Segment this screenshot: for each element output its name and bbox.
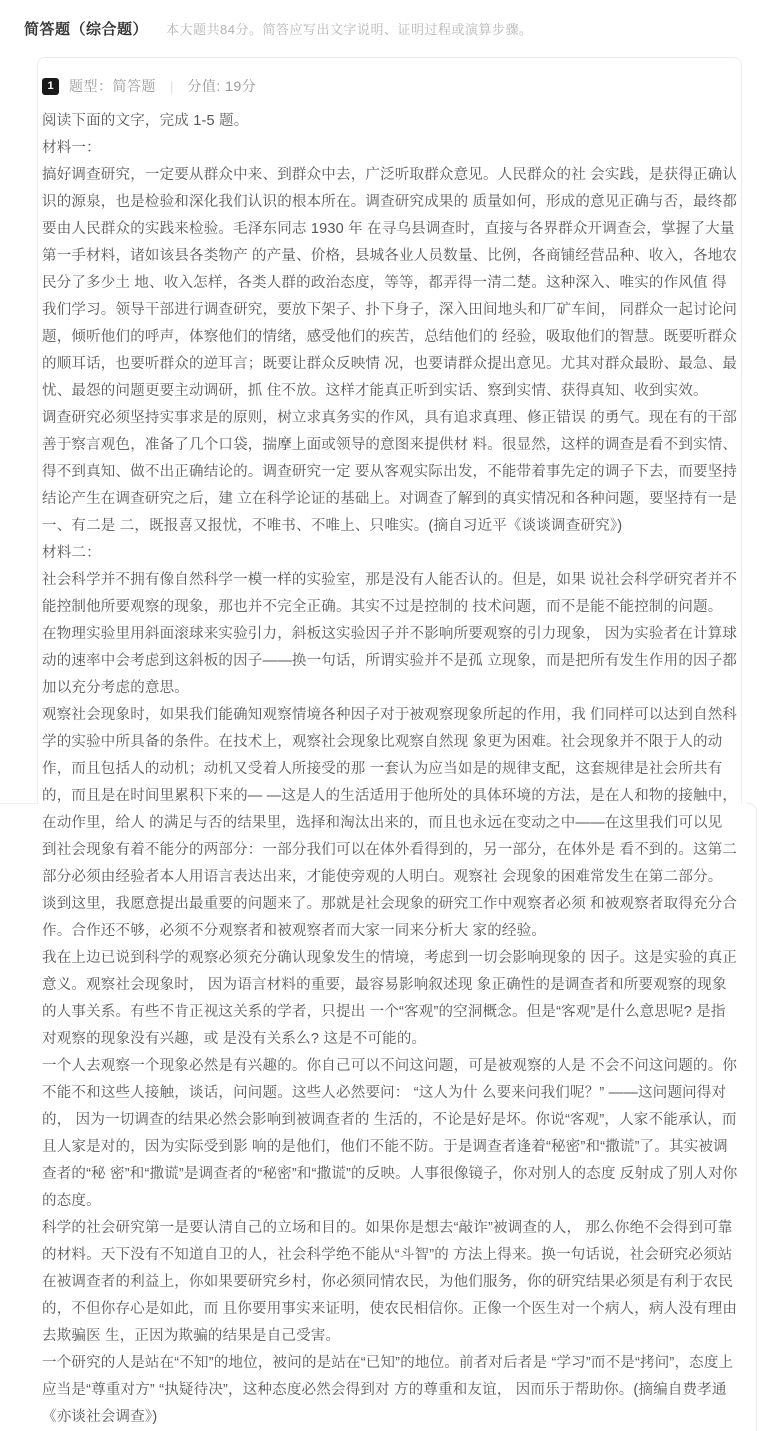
passage-paragraph: 社会科学并不拥有像自然科学一模一样的实验室，那是没有人能否认的。但是，如果 说社会科学研究者并不能控制他所要观察的现象，那也并不完全正确。其实不过是控制的 技术问题，而不是能不能控制的问题。 xyxy=(42,572,738,615)
card-stitch-line xyxy=(0,803,38,804)
passage-paragraph: 观察社会现象时，如果我们能确知观察情境各种因子对于被观察现象所起的作用，我 们同样可以达到自然科学的实验中所具备的条件。在技术上，观察社会现象比观察自然现 象更为困难。社会现象并不限于人的动作，而且包括人的动机；动机又受着人所接受的那 一套认为应当如是的规律支配，这套规律是社会所共有的，而且是在时间里累积下来的— —这是人的生活适用于他所处的具体环境的方法，是在人和物的接触中，在动作里，给人 的满足与否的结果里，选择和淘汰出来的，而且也永远在变动之中——在这里我们可以见 到社会现象有着不能分的两部分：一部分我们可以在体外看得到的，另一部分，在体外是 看不到的。这第二部分必须由经验者本人用语言表达出来，才能使旁观的人明白。观察社 会现象的困难常发生在第二部分。 xyxy=(42,707,738,885)
passage-paragraph: 材料二： xyxy=(42,545,101,561)
passage-paragraph: 一个研究的人是站在“不知”的地位，被问的是站在“已知”的地位。前者对后者是 “学习”而不是“拷问”，态度上应当是“尊重对方” “执疑待决”，这种态度必然会得到对 方的尊重和友谊， 因而乐于帮助你。(摘编自费孝通《亦谈社会调查》) xyxy=(42,1355,734,1425)
passage-paragraph: 在物理实验里用斜面滚球来实验引力，斜板这实验因子并不影响所要观察的引力现象， 因为实验者在计算球动的速率中会考虑到这斜板的因子——换一句话，所谓实验并不是孤 立现象，而是把所有发生作用的因子都加以充分考虑的意思。 xyxy=(42,626,738,696)
meta-divider: | xyxy=(170,78,174,94)
question-body xyxy=(42,108,739,1431)
question-number-badge: 1 xyxy=(42,78,59,95)
passage-paragraphs xyxy=(42,135,739,1431)
question-meta-row xyxy=(42,77,256,95)
section-header xyxy=(24,18,532,39)
passage-paragraph: 调查研究必须坚持实事求是的原则，树立求真务实的作风，具有追求真理、修正错误 的勇气。现在有的干部善于察言观色，准备了几个口袋，揣摩上面或领导的意图来提供材 料。很显然，这样的调查是看不到实情、得不到真知、做不出正确结论的。调查研究一定 要从客观实际出发，不能带着事先定的调子下去，而要坚持结论产生在调查研究之后，建 立在科学论证的基础上。对调查了解到的真实情况和各种问题，要坚持有一是一、有二是 二，既报喜又报忧，不唯书、不唯上、只唯实。(摘自习近平《谈谈调查研究》) xyxy=(42,410,738,534)
question-type-label: 题型：简答题 xyxy=(69,78,156,94)
section-title: 简答题（综合题） xyxy=(24,21,149,38)
passage-paragraph: 一个人去观察一个现象必然是有兴趣的。你自己可以不问这问题，可是被观察的人是 不会不问这问题的。你不能不和这些人接触，谈话，问问题。这些人必然要问： “这人为什 么要来问我们呢？” ——这问题问得对的， 因为一切调查的结果必然会影响到被调查者的 生活的，不论是好是坏。你说“客观”，人家不能承认，而且人家是对的，因为实际受到影 响的是他们，他们不能不防。于是调查者逢着“秘密”和“撒谎”了。其实被调查者的“秘 密”和“撒谎”是调查者的“秘密”和“撒谎”的反映。人事很像镜子，你对别人的态度 反射成了别人对你的态度。 xyxy=(42,1058,738,1209)
passage-paragraph: 材料一： xyxy=(42,140,101,156)
question-score-label: 分值: 19分 xyxy=(187,78,257,94)
passage-paragraph: 科学的社会研究第一是要认清自己的立场和目的。如果你是想去“敲诈”被调查的人， 那么你绝不会得到可靠的材料。天下没有不知道自卫的人，社会科学绝不能从“斗智”的 方法上得来。换一句话说，社会研究必须站在被调查者的利益上，你如果要研究乡村，你必须同情农民，为他们服务，你的研究结果必须是有利于农民的，不但你存心是如此，而 且你要用事实来证明，使农民相信你。正像一个医生对一个病人，病人没有理由去欺骗医 生，正因为欺骗的结果是自己受害。 xyxy=(42,1220,738,1344)
question-intro: 阅读下面的文字，完成 1-5 题。 xyxy=(42,113,249,129)
section-score-note: 本大题共84分。简答应写出文字说明、证明过程或演算步骤。 xyxy=(166,22,533,37)
passage-paragraph: 搞好调查研究，一定要从群众中来、到群众中去，广泛听取群众意见。人民群众的社 会实践，是获得正确认识的源泉，也是检验和深化我们认识的根本所在。调查研究成果的 质量如何，形成的意见正确与否，最终都要由人民群众的实践来检验。毛泽东同志 1930 年 在寻乌县调查时，直接与各界群众开调查会，掌握了大量第一手材料，诸如该县各类物产 的产量、价格，县城各业人员数量、比例，各商铺经营品种、收入，各地农民分了多少土 地、收入怎样，各类人群的政治态度，等等，都弄得一清二楚。这种深入、唯实的作风值 得我们学习。领导干部进行调查研究，要放下架子、扑下身子，深入田间地头和厂矿车间， 同群众一起讨论问题，倾听他们的呼声，体察他们的情绪，感受他们的疾苦，总结他们的 经验，吸取他们的智慧。既要听群众的顺耳话，也要听群众的逆耳言；既要让群众反映情 况，也要请群众提出意见。尤其对群众最盼、最急、最忧、最怨的问题更要主动调研，抓 住不放。这样才能真正听到实话、察到实情、获得真知、收到实效。 xyxy=(42,167,738,399)
passage-paragraph: 谈到这里，我愿意提出最重要的问题来了。那就是社会现象的研究工作中观察者必须 和被观察者取得充分合作。合作还不够，必须不分观察者和被观察者而大家一同来分析大 家的经验。 xyxy=(42,896,738,939)
lower-card-right-border xyxy=(756,815,757,1431)
passage-paragraph: 我在上边已说到科学的观察必须充分确认现象发生的情境，考虑到一切会影响现象的 因子。这是实验的真正意义。观察社会现象时， 因为语言材料的重要，最容易影响叙述现 象正确性的是调查者和所要观察的现象的人事关系。有些不肯正视这关系的学者，只提出 一个“客观”的空洞概念。但是“客观”是什么意思呢? 是指对观察的现象没有兴趣，或 是没有关系么? 这是不可能的。 xyxy=(42,950,738,1047)
